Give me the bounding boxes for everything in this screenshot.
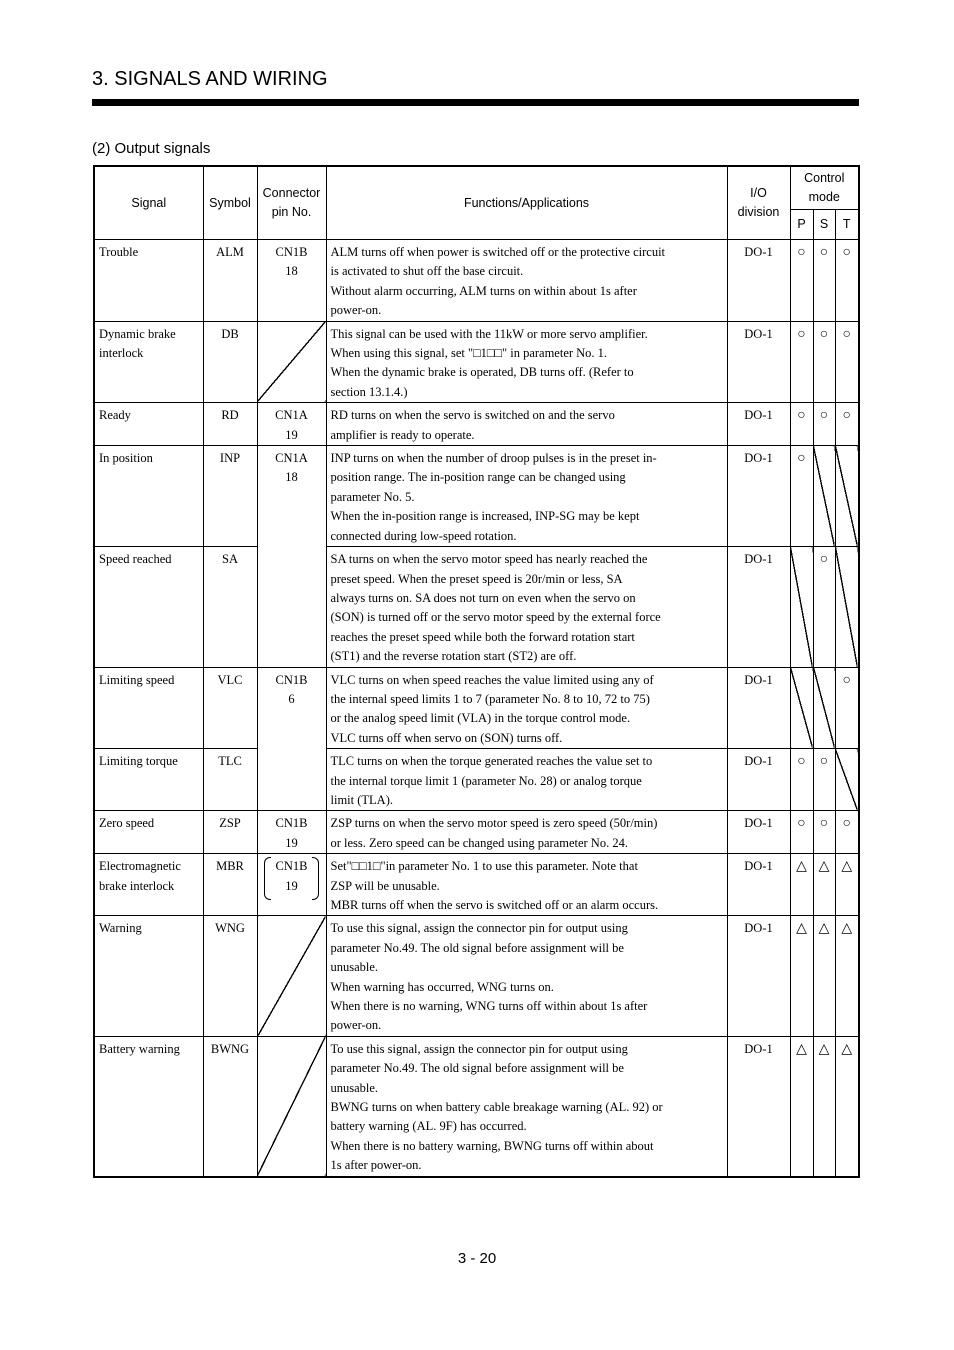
function-line: (ST1) and the reverse rotation start (ST2) are off. [330, 649, 577, 664]
table-row [94, 446, 859, 547]
mode-t-mark: △ [835, 916, 859, 1036]
function-line: or less. Zero speed can be changed using parameter No. 24. [330, 835, 628, 850]
pin-number: 19 [285, 878, 298, 893]
function-line: limit (TLA). [330, 792, 393, 807]
signal-name [94, 321, 203, 403]
function-line: battery warning (AL. 9F) has occurred. [330, 1119, 527, 1134]
function-line: When there is no warning, WNG turns off within about 1s after [330, 999, 648, 1014]
col-functions: Functions/Applications [326, 166, 727, 240]
io-division: DO-1 [727, 811, 790, 854]
function-text [326, 667, 727, 749]
function-line: To use this signal, assign the connector pin for output using [330, 921, 628, 936]
table-row [94, 811, 859, 854]
mode-s-mark: ○ [813, 403, 835, 446]
connector-pin [257, 240, 326, 322]
mode-p-mark: ○ [790, 749, 813, 811]
page-number: 3 - 20 [457, 1250, 497, 1267]
pin-connector: CN1A [275, 451, 308, 466]
function-line: reaches the preset speed while both the forward rotation start [330, 629, 635, 644]
signal-name [94, 854, 203, 916]
connector-pin [257, 446, 326, 667]
col-mode-t: T [835, 210, 859, 240]
pin-number: 18 [285, 264, 298, 279]
function-line: When warning has occurred, WNG turns on. [330, 979, 554, 994]
function-line: unusable. [330, 960, 379, 975]
function-line: the internal torque limit 1 (parameter No. 28) or analog torque [330, 773, 642, 788]
table-row [94, 321, 859, 403]
signal-name: Warning [94, 916, 203, 1036]
pin-number: 6 [288, 691, 295, 706]
mode-p-mark: △ [790, 1036, 813, 1176]
signal-name: In position [94, 446, 203, 547]
function-line: or the analog speed limit (VLA) in the torque control mode. [330, 711, 631, 726]
col-symbol: Symbol [203, 166, 257, 240]
mode-s-mark: ○ [813, 749, 835, 811]
function-text [326, 1036, 727, 1176]
function-line: connected during low-speed rotation. [330, 528, 517, 543]
function-line: always turns on. SA does not turn on even when the servo on [330, 590, 636, 605]
io-division: DO-1 [727, 321, 790, 403]
function-text [326, 854, 727, 916]
io-division: DO-1 [727, 547, 790, 667]
col-connector-line2: pin No. [271, 205, 312, 219]
connector-pin [257, 403, 326, 446]
col-mode-p: P [790, 210, 813, 240]
no-connector-pin [257, 321, 326, 403]
function-line: ZSP will be unusable. [330, 878, 440, 893]
function-line: Set"□□1□"in parameter No. 1 to use this parameter. Note that [330, 859, 638, 874]
function-line: RD turns on when the servo is switched on and the servo [330, 408, 615, 423]
no-connector-pin [257, 1036, 326, 1176]
mode-s-na [813, 667, 835, 749]
function-line: parameter No. 5. [330, 489, 415, 504]
io-division: DO-1 [727, 916, 790, 1036]
function-line: When the in-position range is increased, INP-SG may be kept [330, 509, 640, 524]
signal-name-line2: interlock [99, 346, 144, 361]
col-connector-line1: Connector [262, 186, 321, 200]
header-rule [92, 99, 859, 106]
table-row [94, 547, 859, 667]
pin-connector: CN1B [275, 816, 308, 831]
function-text [326, 403, 727, 446]
mode-s-mark: △ [813, 916, 835, 1036]
col-io-line1: I/O [750, 186, 767, 200]
function-text [326, 446, 727, 547]
mode-t-na [835, 446, 859, 547]
function-line: VLC turns on when speed reaches the value limited using any of [330, 672, 654, 687]
table-row [94, 749, 859, 811]
function-line: To use this signal, assign the connector pin for output using [330, 1041, 628, 1056]
pin-connector: CN1B [275, 672, 308, 687]
pin-number: 19 [285, 835, 298, 850]
function-line: When using this signal, set "□1□□" in parameter No. 1. [330, 346, 608, 361]
pin-bracket [264, 857, 320, 896]
mode-s-mark: △ [813, 1036, 835, 1176]
mode-t-na [835, 547, 859, 667]
function-line: This signal can be used with the 11kW or more servo amplifier. [330, 326, 648, 341]
mode-p-mark: △ [790, 854, 813, 916]
function-line: power-on. [330, 303, 382, 318]
signal-name-line2: brake interlock [99, 878, 175, 893]
function-text [326, 916, 727, 1036]
mode-p-na [790, 547, 813, 667]
mode-t-mark: ○ [835, 240, 859, 322]
connector-pin [257, 811, 326, 854]
table-row [94, 854, 859, 916]
function-line: ZSP turns on when the servo motor speed is zero speed (50r/min) [330, 816, 658, 831]
mode-t-mark: ○ [835, 403, 859, 446]
mode-p-mark: ○ [790, 321, 813, 403]
function-line: 1s after power-on. [330, 1158, 422, 1173]
col-io [727, 166, 790, 240]
signal-name-line1: Dynamic brake [99, 326, 176, 341]
mode-t-mark: ○ [835, 321, 859, 403]
mode-s-mark: ○ [813, 811, 835, 854]
signal-symbol: SA [203, 547, 257, 667]
col-io-line2: division [737, 205, 780, 219]
function-line: position range. The in-position range can be changed using [330, 470, 626, 485]
connector-pin [257, 667, 326, 811]
function-line: MBR turns off when the servo is switched off or an alarm occurs. [330, 898, 659, 912]
function-line: When there is no battery warning, BWNG turns off within about [330, 1138, 654, 1153]
pin-number: 18 [285, 470, 298, 485]
mode-t-mark: ○ [835, 811, 859, 854]
pin-connector: CN1A [275, 408, 308, 423]
function-text [326, 547, 727, 667]
function-text [326, 240, 727, 322]
section-title: (2) Output signals [92, 140, 211, 157]
signal-symbol: ZSP [203, 811, 257, 854]
col-control-mode [790, 166, 859, 210]
function-line: section 13.1.4.) [330, 384, 408, 399]
signal-symbol: INP [203, 446, 257, 547]
mode-s-mark: ○ [813, 547, 835, 667]
function-text [326, 749, 727, 811]
mode-p-mark: ○ [790, 403, 813, 446]
function-line: TLC turns on when the torque generated reaches the value set to [330, 754, 653, 769]
function-line: parameter No.49. The old signal before assignment will be [330, 1061, 624, 1076]
signal-symbol: BWNG [203, 1036, 257, 1176]
signal-name: Ready [94, 403, 203, 446]
col-control-line1: Control [804, 171, 845, 185]
table-row [94, 403, 859, 446]
function-line: (SON) is turned off or the servo motor speed by the external force [330, 610, 661, 625]
signal-symbol: WNG [203, 916, 257, 1036]
connector-pin [257, 854, 326, 916]
mode-p-mark: △ [790, 916, 813, 1036]
function-line: INP turns on when the number of droop pulses is in the preset in- [330, 451, 657, 466]
function-text [326, 811, 727, 854]
mode-p-mark: ○ [790, 240, 813, 322]
function-line: Without alarm occurring, ALM turns on within about 1s after [330, 283, 637, 298]
signal-name: Limiting torque [94, 749, 203, 811]
output-signals-table [93, 165, 860, 1178]
io-division: DO-1 [727, 667, 790, 749]
io-division: DO-1 [727, 240, 790, 322]
io-division: DO-1 [727, 403, 790, 446]
mode-t-na [835, 749, 859, 811]
signal-symbol: VLC [203, 667, 257, 749]
function-line: the internal speed limits 1 to 7 (parameter No. 8 to 10, 72 to 75) [330, 691, 650, 706]
pin-connector: CN1B [275, 859, 308, 874]
function-line: power-on. [330, 1018, 382, 1033]
signal-name: Zero speed [94, 811, 203, 854]
io-division: DO-1 [727, 749, 790, 811]
col-connector [257, 166, 326, 240]
function-line: ALM turns off when power is switched off or the protective circuit [330, 245, 666, 259]
header-row [94, 166, 859, 210]
io-division: DO-1 [727, 854, 790, 916]
function-line: When the dynamic brake is operated, DB turns off. (Refer to [330, 365, 634, 380]
col-mode-s: S [813, 210, 835, 240]
function-line: BWNG turns on when battery cable breakage warning (AL. 92) or [330, 1100, 663, 1115]
mode-s-mark: ○ [813, 321, 835, 403]
col-control-line2: mode [808, 190, 840, 204]
pin-connector: CN1B [275, 245, 308, 259]
signal-name-line1: Electromagnetic [99, 859, 181, 874]
no-connector-pin [257, 916, 326, 1036]
function-line: SA turns on when the servo motor speed has nearly reached the [330, 552, 648, 567]
mode-p-na [790, 667, 813, 749]
function-line: preset speed. When the preset speed is 20r/min or less, SA [330, 571, 623, 586]
function-line: amplifier is ready to operate. [330, 427, 475, 442]
mode-s-mark: ○ [813, 240, 835, 322]
signal-symbol: MBR [203, 854, 257, 916]
function-line: unusable. [330, 1080, 379, 1095]
mode-p-mark: ○ [790, 446, 813, 547]
signal-name: Trouble [94, 240, 203, 322]
signal-symbol: TLC [203, 749, 257, 811]
io-division: DO-1 [727, 446, 790, 547]
signal-symbol: RD [203, 403, 257, 446]
chapter-title: 3. SIGNALS AND WIRING [92, 68, 328, 90]
signal-name: Speed reached [94, 547, 203, 667]
function-line: is activated to shut off the base circuit. [330, 264, 524, 279]
mode-s-mark: △ [813, 854, 835, 916]
col-signal: Signal [94, 166, 203, 240]
table-row [94, 667, 859, 749]
mode-p-mark: ○ [790, 811, 813, 854]
pin-number: 19 [285, 427, 298, 442]
table-row [94, 916, 859, 1036]
function-line: VLC turns off when servo on (SON) turns off. [330, 730, 563, 745]
signal-name: Limiting speed [94, 667, 203, 749]
table-row [94, 240, 859, 322]
mode-t-mark: △ [835, 1036, 859, 1176]
mode-t-mark: △ [835, 854, 859, 916]
table-row [94, 1036, 859, 1176]
signal-name: Battery warning [94, 1036, 203, 1176]
mode-t-mark: ○ [835, 667, 859, 749]
signal-symbol: DB [203, 321, 257, 403]
mode-s-na [813, 446, 835, 547]
function-text [326, 321, 727, 403]
signal-symbol: ALM [203, 240, 257, 322]
function-line: parameter No.49. The old signal before assignment will be [330, 940, 624, 955]
io-division: DO-1 [727, 1036, 790, 1176]
